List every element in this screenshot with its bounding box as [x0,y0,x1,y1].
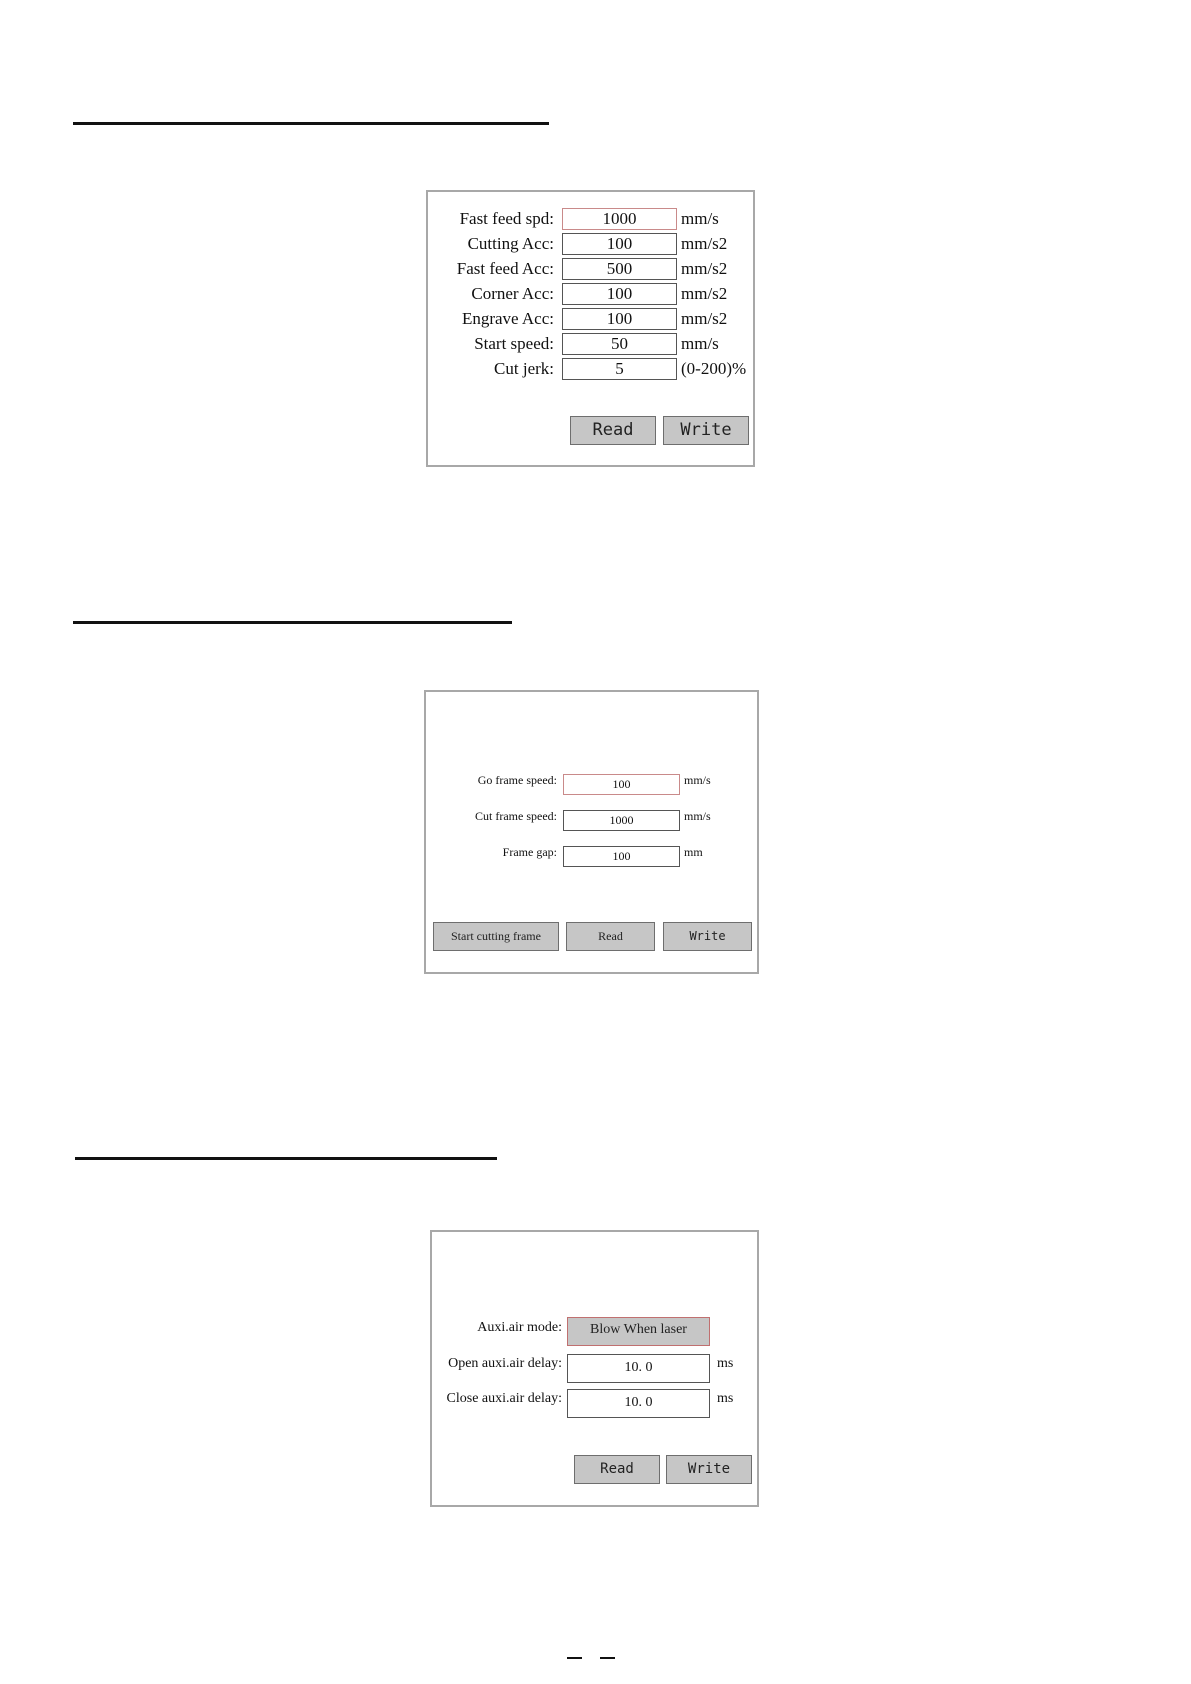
param-label: Close auxi.air delay: [446,1391,562,1406]
param-row [428,308,753,330]
param-row [428,333,753,355]
param-unit: mm [684,845,703,859]
open-auxi-air-delay-field[interactable]: 10. 0 [567,1354,710,1383]
param-row [432,1353,757,1383]
section-3-heading-rule [75,1157,497,1160]
param-unit: ms [717,1391,734,1406]
speed-params-panel [426,190,755,467]
cutting-acc-field[interactable]: 100 [562,233,677,255]
cut-jerk-field[interactable]: 5 [562,358,677,380]
param-unit: mm/s2 [681,284,728,303]
read-button[interactable]: Read [566,922,655,951]
param-unit: mm/s [681,209,719,228]
param-unit: mm/s [681,334,719,353]
param-unit: mm/s2 [681,234,728,253]
start-cutting-frame-button[interactable]: Start cutting frame [433,922,559,951]
param-label: Go frame speed: [477,773,557,787]
param-label: Engrave Acc: [461,309,554,328]
param-label: Fast feed Acc: [456,259,554,278]
section-2-heading-rule [73,621,512,624]
param-row [432,1317,757,1347]
frame-gap-field[interactable]: 100 [563,846,680,867]
write-button[interactable]: Write [663,922,752,951]
param-row [428,283,753,305]
go-frame-speed-field[interactable]: 100 [563,774,680,795]
param-label: Open auxi.air delay: [448,1356,562,1371]
write-button[interactable]: Write [666,1455,752,1484]
param-unit: mm/s [684,773,711,787]
param-label: Frame gap: [502,845,557,859]
write-button[interactable]: Write [663,416,749,445]
param-row [426,808,757,830]
param-row [426,772,757,794]
corner-acc-field[interactable]: 100 [562,283,677,305]
param-label: Start speed: [474,334,554,353]
param-row [428,258,753,280]
param-label: Corner Acc: [471,284,554,303]
param-label: Cutting Acc: [467,234,554,253]
param-row [432,1388,757,1418]
fast-feed-speed-field[interactable]: 1000 [562,208,677,230]
engrave-acc-field[interactable]: 100 [562,308,677,330]
auxi-air-mode-button[interactable]: Blow When laser [567,1317,710,1346]
param-row [426,844,757,866]
param-row [428,358,753,380]
read-button[interactable]: Read [574,1455,660,1484]
param-label: Cut jerk: [494,359,554,378]
param-unit: (0-200)% [681,359,747,378]
read-button[interactable]: Read [570,416,656,445]
close-auxi-air-delay-field[interactable]: 10. 0 [567,1389,710,1418]
param-unit: ms [717,1356,734,1371]
fast-feed-acc-field[interactable]: 500 [562,258,677,280]
frame-settings-panel [424,690,759,974]
section-1-heading-rule [73,122,549,125]
page-number-dash [567,1657,582,1659]
auxi-air-mode-label: Auxi.air mode: [477,1320,562,1335]
param-row [428,208,753,230]
param-unit: mm/s [684,809,711,823]
param-row [428,233,753,255]
param-unit: mm/s2 [681,259,728,278]
param-unit: mm/s2 [681,309,728,328]
page-number-dash [600,1657,615,1659]
start-speed-field[interactable]: 50 [562,333,677,355]
param-label: Fast feed spd: [459,209,554,228]
auxi-air-panel [430,1230,759,1507]
cut-frame-speed-field[interactable]: 1000 [563,810,680,831]
param-label: Cut frame speed: [475,809,557,823]
